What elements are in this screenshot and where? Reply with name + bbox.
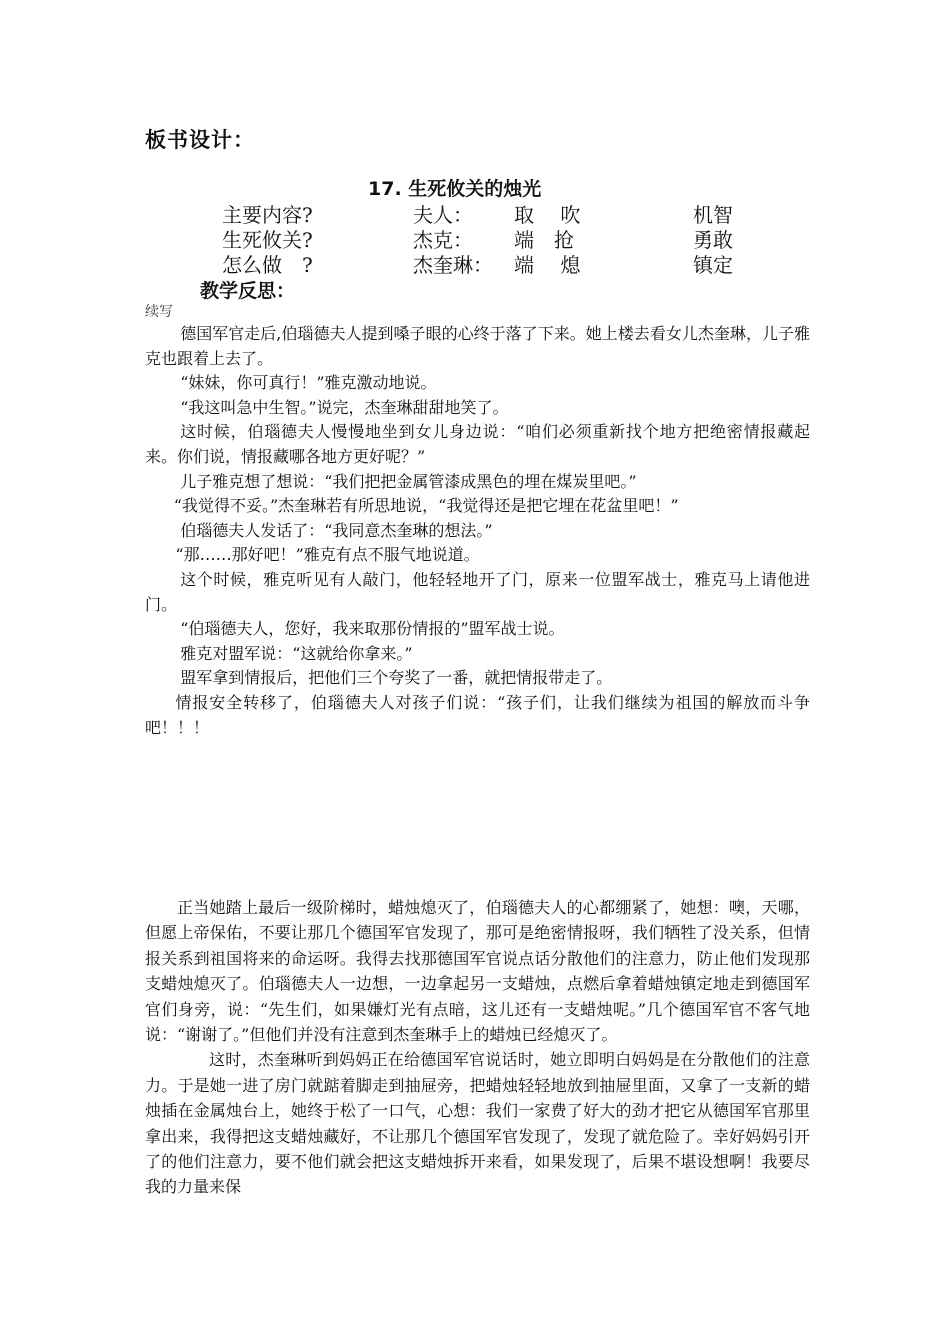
- essay-text: [145, 895, 810, 1200]
- board-action: 端 抢: [514, 228, 574, 252]
- board-quality: 镇定: [693, 253, 733, 277]
- teaching-reflection-heading: 教学反思：: [200, 280, 296, 302]
- board-question: 主要内容?: [222, 203, 313, 227]
- board-action: 取 吹: [514, 203, 581, 227]
- board-question: 生死攸关?: [222, 228, 313, 252]
- essay-paragraph: 这时，杰奎琳听到妈妈正在给德国军官说话时，她立即明白妈妈是在分散他们的注意力。于是她一进了房门就踮着脚走到抽屉旁，把蜡烛轻轻地放到抽屉里面，又拿了一支新的蜡烛插在金属烛台上，她终于松了一口气，心想：我们一家费了好大的劲才把它从德国军官那里拿出来，我得把这支蜡烛藏好，不让那几个德国军官发现了，发现了就危险了。幸好妈妈引开了的他们注意力，要不他们就会把这支蜡烛拆开来看，如果发现了，后果不堪设想啊！我要尽我的力量来保: [145, 1050, 810, 1197]
- story-paragraph: 雅克对盟军说：“这就给你拿来。”: [180, 643, 413, 663]
- board-person: 夫人：: [413, 203, 473, 227]
- story-paragraph: “伯瑙德夫人，您好，我来取那份情报的”盟军战士说。: [180, 619, 565, 639]
- story-paragraph: 伯瑙德夫人发话了：“我同意杰奎琳的想法。”: [180, 520, 493, 540]
- board-person: 杰奎琳：: [413, 253, 493, 277]
- board-action: 端 熄: [514, 253, 581, 277]
- story-paragraph: “我这叫急中生智。”说完，杰奎琳甜甜地笑了。: [180, 397, 509, 417]
- board-quality: 机智: [693, 203, 733, 227]
- continuation-label: 续写: [145, 304, 173, 320]
- continuation-story: [145, 322, 810, 740]
- essay-paragraph: 正当她踏上最后一级阶梯时，蜡烛熄灭了，伯瑙德夫人的心都绷紧了，她想：噢，天哪，但愿上帝保佑，不要让那几个德国军官发现了，那可是绝密情报呀，我们牺牲了没关系，但情报关系到祖国将来的命运呀。我得去找那德国军官说点话分散他们的注意力，防止他们发现那支蜡烛熄灭了。伯瑙德夫人一边想，一边拿起另一支蜡烛，点燃后拿着蜡烛镇定地走到德国军官们身旁，说：“先生们，如果嫌灯光有点暗，这儿还有一支蜡烛呢。”几个德国军官不客气地说：“谢谢了。”但他们并没有注意到杰奎琳手上的蜡烛已经熄灭了。: [145, 898, 810, 1045]
- story-paragraph: 儿子雅克想了想说：“我们把把金属管漆成黑色的埋在煤炭里吧。”: [180, 471, 637, 491]
- story-paragraph: “我觉得不妥。”杰奎琳若有所思地说，“我觉得还是把它埋在花盆里吧！”: [173, 496, 679, 516]
- story-paragraph: 情报安全转移了，伯瑙德夫人对孩子们说：“孩子们，让我们继续为祖国的解放而斗争吧！！！: [145, 692, 810, 737]
- board-row: [0, 249, 950, 275]
- story-paragraph: 这个时候，雅克听见有人敲门，他轻轻地开了门，原来一位盟军战士，雅克马上请他进门。: [145, 569, 810, 614]
- board-question: 怎么做 ?: [222, 253, 313, 277]
- story-paragraph: “妹妹，你可真行！”雅克激动地说。: [180, 373, 437, 393]
- board-person: 杰克：: [413, 228, 473, 252]
- board-row: [0, 199, 950, 225]
- story-paragraph: 这时候，伯瑙德夫人慢慢地坐到女儿身边说：“咱们必须重新找个地方把绝密情报藏起来。你们说，情报藏哪各地方更好呢？”: [145, 422, 810, 466]
- board-design-heading: 板书设计：: [145, 128, 255, 152]
- board-quality: 勇敢: [693, 228, 733, 252]
- lesson-title: 17. 生死攸关的烛光: [368, 178, 542, 200]
- story-paragraph: “那……那好吧！”雅克有点不服气地说道。: [175, 545, 480, 565]
- board-row: [0, 224, 950, 250]
- story-paragraph: 盟军拿到情报后，把他们三个夸奖了一番，就把情报带走了。: [180, 668, 613, 688]
- story-paragraph: 德国军官走后,伯瑙德夫人提到嗓子眼的心终于落了下来。她上楼去看女儿杰奎琳，儿子雅克也跟着上去了。: [145, 324, 810, 368]
